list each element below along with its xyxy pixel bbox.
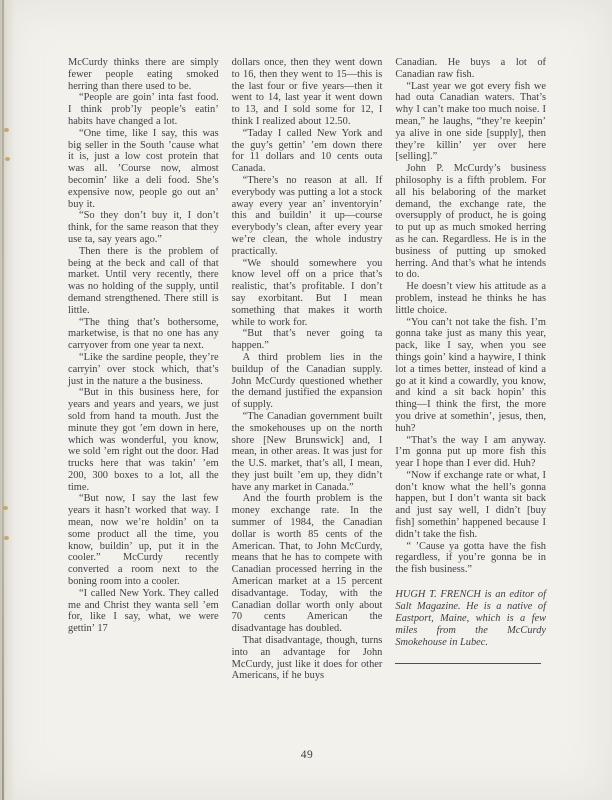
binding-spot (4, 128, 9, 132)
paragraph: “That’s the way I am anyway. I’m gonna put up more fish this year I hope than I ever did. Huh? (395, 434, 547, 470)
paragraph: “We should somewhere you know level off on a price that’s realistic, that’s profitable. I don’t say exorbitant. But I mean something that makes it worth while to work for. (231, 257, 383, 328)
paragraph: “People are goin’ inta fast food. I think prob’ly people’s eatin’ habits have changed a lot. (68, 92, 219, 127)
paragraph: John P. McCurdy’s business philosophy is a fifth problem. For all his belaboring of the market demand, the exchange rate, the oversupply of product, he is going to put up as much smoked herring as he can. Regardless. He is in the business of putting up smoked herring. And that’s what he intends to do. (395, 163, 547, 281)
divider-rule (395, 663, 541, 664)
paragraph: “But in this business here, for years and years and years, we just sold from hand ta mouth. Just the minute they got ’em down in here, which was wonderful, you know, we sold ’em right out the door. Had trucks here that was takin’ ’em 200, 300 boxes to a lot, all the time. (68, 387, 219, 493)
paragraph: “The thing that’s bothersome, marketwise, is that no one has any carryover from one year ta next. (68, 316, 219, 352)
paragraph: “But now, I say the last few years it hasn’t worked that way. I mean, now we’re holdin’ on ta some product all the time, you know, buildin’ up, put it in the cooler.” McCurdy recently converted a room next to the boning room into a cooler. (68, 493, 219, 588)
paragraph: “Like the sardine people, they’re carryin’ over stock which, that’s just in the nature a the business. (68, 351, 219, 387)
paragraph: And the fourth problem is the money exchange rate. In the summer of 1984, the Canadian dollar is worth 85 cents of the American. That, to John McCurdy, means that he has to compete with Canadian processed herring in the American market at a 15 percent disadvantage. Today, with the Canadian dollar worth only about 70 cents American the disadvantage has doubled. (231, 493, 383, 635)
text-columns (68, 57, 546, 682)
binding-spot (4, 536, 9, 540)
paragraph: “But that’s never going ta happen.” (231, 328, 383, 352)
text-column-2 (232, 57, 383, 682)
paragraph: “Taday I called New York and the guy’s gettin’ ’em down there for 11 dollars and 10 cents outa Canada. (231, 127, 383, 175)
paragraph: That disadvantage, though, turns into an advantage for John McCurdy, just like it does for other Americans, if he buys (231, 635, 383, 682)
paragraph: “So they don’t buy it, I don’t think, for the same reason that they use ta, say years ago.” (68, 210, 219, 245)
paragraph: A third problem lies in the buildup of the Canadian supply. John McCurdy questioned whether the demand justified the expansion of supply. (231, 351, 383, 411)
paragraph: “There’s no reason at all. If everybody was putting a lot a stock away every year an’ inventoryin’ this and buildin’ it up—course everybody’s clean, after every year we’re clean, the whole industry practically. (231, 174, 383, 257)
paragraph: “One time, like I say, this was big seller in the South ’cause what it is, just a low cost protein that was all. ’Course now, almost becomin’ like a deli food. She’s expensive now, people go out an’ buy it. (68, 127, 219, 210)
paragraph: Then there is the problem of being at the beck and call of that market. Until very recently, there was no holding of the supply, until demand strengthened. There still is little. (68, 245, 219, 316)
paragraph: “You can’t not take the fish. I’m gonna take just as many this year, pack, like I say, when you see things goin’ kind a haywire, I think lot a times better, instead of kind a go at it kind a cowardly, you know, and kind a sit back hopin’ this thing—I think the first, the more you drive at somethin’, jesus, then, huh? (395, 316, 547, 434)
author-bio: HUGH T. FRENCH is an editor of Salt Magazine. He is a native of Eastport, Maine, which is a few miles from the McCurdy Smokehouse in Lubec. (395, 589, 547, 648)
paragraph: “Now if exchange rate or what, I don’t know what the hell’s gonna happen, but I don’t wanta sit back and just say well, I didn’t [buy fish] somethin’ happened because I didn’t take the fish. (395, 469, 547, 540)
text-column-3 (395, 57, 546, 682)
paragraph: Canadian. He buys a lot of Canadian raw fish. (395, 57, 547, 80)
paragraph: He doesn’t view his attitude as a problem, instead he thinks he has little choice. (395, 281, 547, 316)
paragraph: “Last year we got every fish we had outa Canadian waters. That’s why I can’t make too much noise. I mean,” he laughs, “they’re keepin’ ya alive in one side [supply], then they’re killin’ yer over here [selling].” (395, 80, 547, 163)
page-edge-line (2, 0, 4, 800)
binding-spot (5, 157, 10, 161)
paragraph: “I called New York. They called me and Christ they wanta sell ’em for, like I say, what, we were gettin’ 17 (68, 587, 219, 635)
paragraph: “ ’Cause ya gotta have the fish regardless, if you’re gonna be in the fish business.” (395, 540, 547, 576)
paragraph: McCurdy thinks there are simply fewer people eating smoked herring than there used to be. (68, 57, 219, 92)
paragraph: dollars once, then they went down to 16, then they went to 15—this is the last four or five years—then it went to 14, last year it went down to 13, and I sold some for 12, I think I realized about 12.50. (231, 57, 383, 127)
binding-spot (3, 506, 8, 510)
paragraph: “The Canadian government built the smokehouses up on the north shore [New Brunswick] and, I mean, in other areas. It was just for the U.S. market, that’s all, I mean, they just built ’em up, they didn’t have any market in Canada.” (231, 410, 383, 493)
page-number: 49 (300, 749, 314, 761)
page-edge-shadow (0, 0, 15, 800)
text-column-1 (68, 57, 219, 682)
